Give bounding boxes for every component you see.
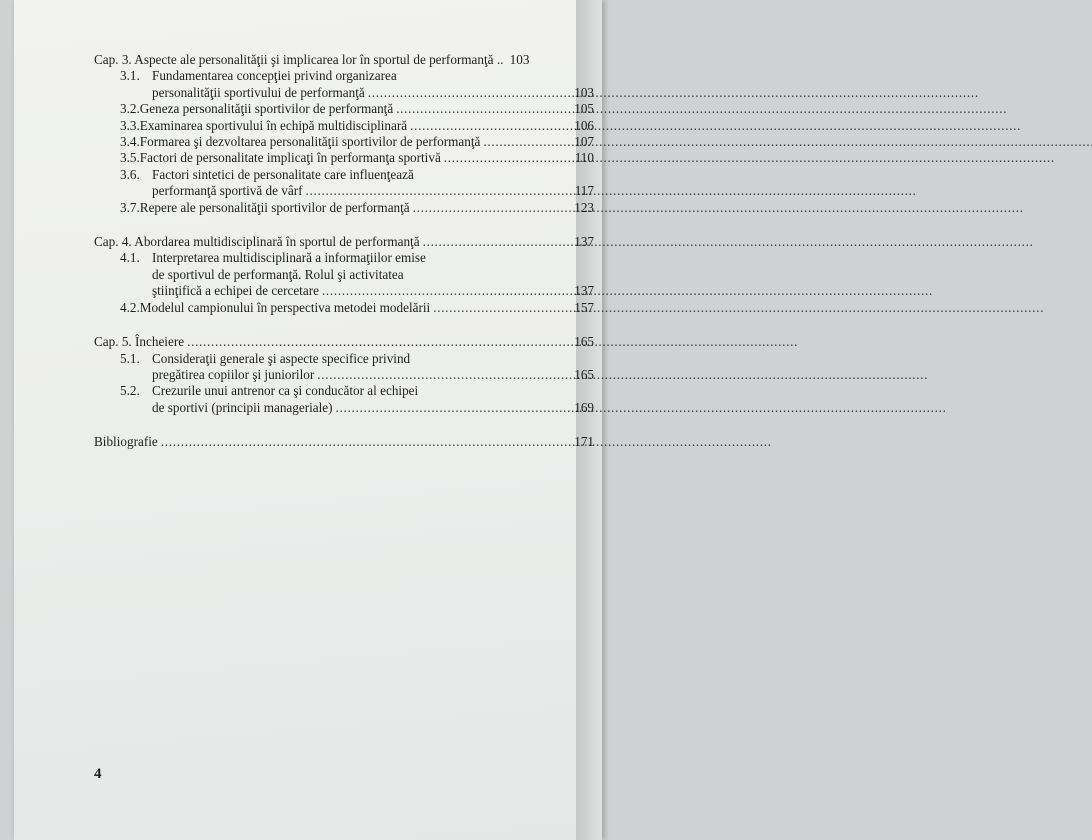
entry-number: 5.1.: [120, 350, 140, 366]
entry-number: 3.2.: [120, 101, 140, 117]
entry-page: 137: [574, 283, 594, 299]
entry-number: 4.1.: [120, 250, 140, 266]
toc-entry-4-1: [94, 250, 594, 266]
entry-number: 5.2.: [120, 383, 140, 399]
toc-entry-3-4: [94, 134, 594, 150]
entry-title: Examinarea sportivului în echipă multidisciplinară: [139, 117, 408, 133]
toc-entry-3-2: [94, 101, 594, 117]
entry-title: Formarea şi dezvoltarea personalităţii sportivilor de performanţă: [139, 134, 481, 150]
leader-dots: [410, 118, 569, 134]
chapter-page: 165: [574, 334, 594, 350]
entry-page: 106: [574, 117, 594, 133]
entry-title-cont: ştiinţifică a echipei de cercetare: [152, 283, 319, 299]
entry-page: 105: [574, 101, 594, 117]
toc-chapter-4: [94, 234, 594, 250]
leader-dots: [317, 367, 569, 383]
entry-title: Factori sintetici de personalitate care influenţează: [152, 166, 414, 182]
toc-entry-3-6-cont: [94, 183, 594, 199]
leader-dots: [444, 150, 569, 166]
entry-number: 4.2.: [120, 299, 140, 315]
toc-entry-4-1-cont: [94, 267, 594, 283]
chapter-title: Cap. 4. Abordarea multidisciplinară în sportul de performanţă: [94, 234, 420, 250]
chapter-page: 103: [509, 52, 530, 67]
leader-dots: [483, 134, 569, 150]
entry-number: 3.7.: [120, 199, 140, 215]
entry-title-cont: personalităţii sportivului de performanţă: [152, 84, 365, 100]
page-number: 4: [94, 766, 102, 782]
table-of-contents: [94, 52, 594, 451]
leader-dots: [322, 283, 569, 299]
toc-entry-5-2: [94, 383, 594, 399]
toc-chapter-5: [94, 334, 594, 350]
entry-title-cont: de sportivi (principii manageriale): [152, 399, 333, 415]
entry-title: Repere ale personalităţii sportivilor de performanţă: [139, 199, 410, 215]
entry-number: 3.4.: [120, 134, 140, 150]
book-page: [14, 0, 602, 840]
leader-dots: [423, 234, 569, 250]
toc-chapter-3: [94, 52, 594, 68]
toc-entry-3-1-cont: [94, 85, 594, 101]
toc-entry-3-3: [94, 118, 594, 134]
entry-page: 123: [574, 199, 594, 215]
leader-dots: [396, 101, 569, 117]
entry-title: Factori de personalitate implicaţi în performanţa sportivă: [139, 150, 441, 166]
chapter-title: Cap. 3. Aspecte ale personalităţii şi implicarea lor în sportul de performanţă ..: [94, 52, 504, 67]
entry-title: Consideraţii generale şi aspecte specifice privind: [152, 350, 411, 366]
toc-entry-3-1: [94, 68, 594, 84]
entry-title-cont: pregătirea copiilor şi juniorilor: [152, 366, 315, 382]
entry-number: 3.1.: [120, 68, 140, 84]
entry-page: 169: [574, 399, 594, 415]
chapter-page: 137: [574, 234, 594, 250]
leader-dots: [368, 85, 569, 101]
entry-page: 110: [574, 150, 594, 166]
entry-title: Geneza personalităţii sportivilor de performanţă: [139, 101, 394, 117]
toc-entry-3-6: [94, 167, 594, 183]
entry-page: 103: [574, 84, 594, 100]
toc-entry-3-7: [94, 200, 594, 216]
bibliography-title: Bibliografie: [94, 434, 158, 450]
leader-dots: [413, 200, 569, 216]
entry-title-cont: performanţă sportivă de vârf: [152, 183, 303, 199]
entry-page: 165: [574, 366, 594, 382]
toc-entry-4-2: [94, 300, 594, 316]
leader-dots: [306, 183, 570, 199]
toc-entry-5-1-cont: [94, 367, 594, 383]
leader-dots: [187, 334, 569, 350]
leader-dots: [161, 434, 569, 450]
entry-title: Modelul campionului în perspectiva metodei modelării: [139, 299, 431, 315]
entry-number: 3.5.: [120, 150, 140, 166]
toc-bibliography: [94, 434, 594, 450]
entry-number: 3.6.: [120, 166, 140, 182]
leader-dots: [336, 400, 569, 416]
entry-page: 117: [574, 183, 594, 199]
chapter-title: Cap. 5. Încheiere: [94, 334, 185, 350]
leader-dots: [433, 300, 569, 316]
entry-title-cont: de sportivul de performanţă. Rolul şi activitatea: [152, 266, 404, 282]
entry-page: 157: [574, 299, 594, 315]
entry-title: Crezurile unui antrenor ca şi conducător al echipei: [152, 383, 419, 399]
entry-page: 107: [574, 134, 594, 150]
entry-number: 3.3.: [120, 117, 140, 133]
toc-entry-3-5: [94, 150, 594, 166]
entry-title: Interpretarea multidisciplinară a informaţiilor emise: [152, 250, 426, 266]
toc-entry-5-2-cont: [94, 400, 594, 416]
toc-entry-5-1: [94, 351, 594, 367]
bibliography-page: 171: [574, 434, 594, 450]
entry-title: Fundamentarea concepţiei privind organizarea: [152, 68, 397, 84]
toc-entry-4-1-cont2: [94, 283, 594, 299]
